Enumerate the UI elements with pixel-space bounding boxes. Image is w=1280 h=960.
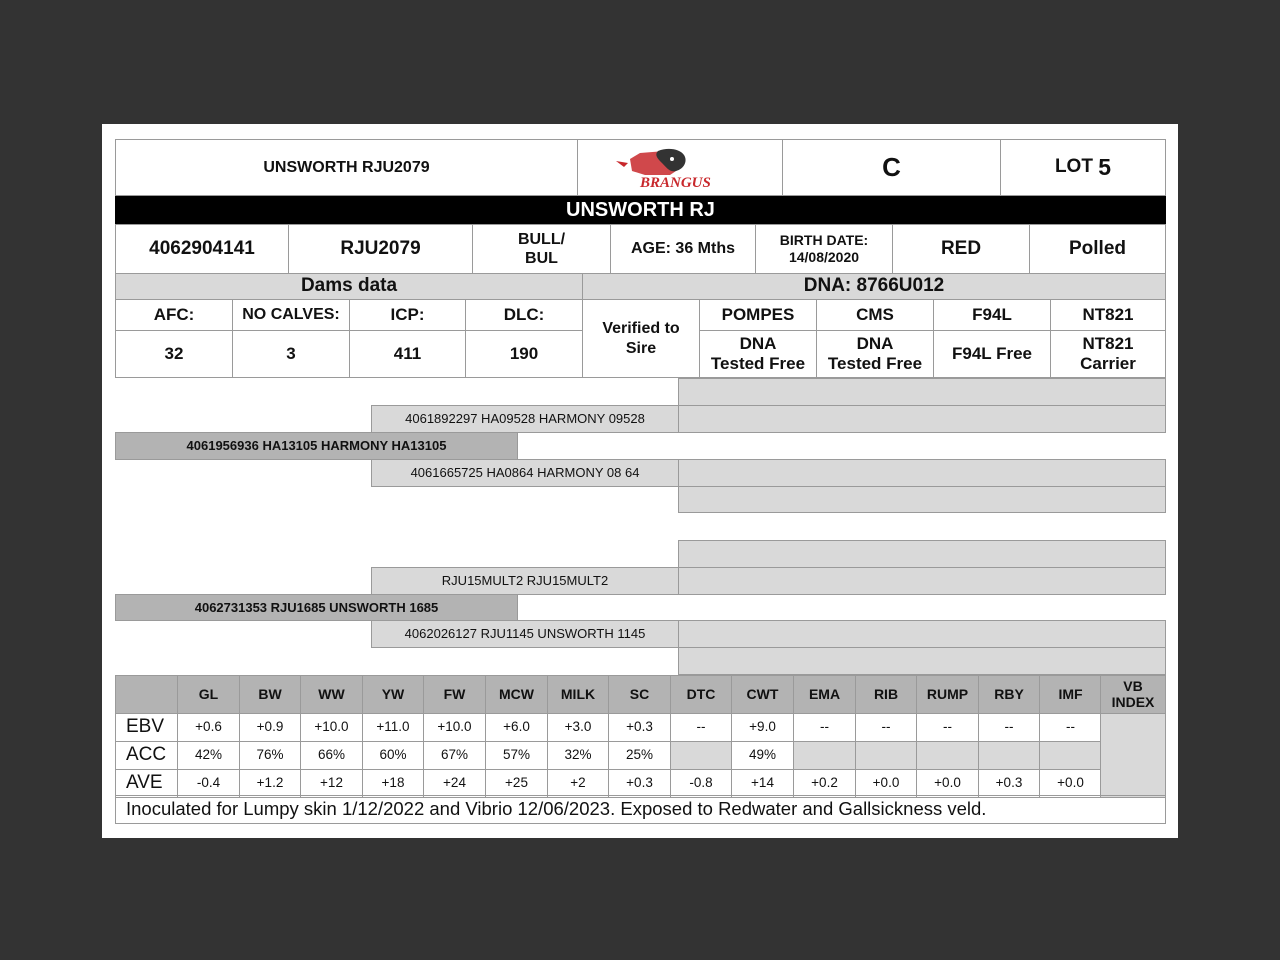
result-line1: F94L Free xyxy=(951,343,1032,363)
dna-test-f94l-result xyxy=(933,330,1051,378)
ebv-ebv-bw: +0.9 xyxy=(239,713,301,742)
animal-horn: Polled xyxy=(1029,224,1166,274)
pedigree-blank-box xyxy=(678,459,1166,487)
ebv-ave-mcw: +25 xyxy=(485,769,548,798)
lot-label: LOT xyxy=(1054,156,1093,178)
ebv-acc-bw: 76% xyxy=(239,741,301,770)
ebv-ave-rump: +0.0 xyxy=(916,769,979,798)
vb-line2: INDEX xyxy=(1111,693,1155,710)
ebv-ebv-fw: +10.0 xyxy=(423,713,486,742)
ebv-ebv-cwt: +9.0 xyxy=(731,713,794,742)
ebv-ebv-rump: -- xyxy=(916,713,979,742)
dams-value-dlc: 190 xyxy=(465,330,583,378)
ebv-ave-imf: +0.0 xyxy=(1039,769,1102,798)
ebv-ave-fw: +24 xyxy=(423,769,486,798)
ebv-ebv-rby: -- xyxy=(978,713,1040,742)
pedigree-sire-dam: 4061665725 HA0864 HARMONY 08 64 xyxy=(371,459,679,487)
ebv-ave-sc: +0.3 xyxy=(608,769,671,798)
ebv-header-rib: RIB xyxy=(855,675,917,714)
ebv-header-mcw: MCW xyxy=(485,675,548,714)
ebv-ebv-ww: +10.0 xyxy=(300,713,363,742)
dna-test-pompes-result xyxy=(699,330,817,378)
ebv-ave-milk: +2 xyxy=(547,769,609,798)
ebv-ave-dtc: -0.8 xyxy=(670,769,732,798)
ebv-ebv-rib: -- xyxy=(855,713,917,742)
logo-text: BRANGUS xyxy=(640,174,711,191)
dams-value-icp: 411 xyxy=(349,330,466,378)
pedigree-sire-sire: 4061892297 HA09528 HARMONY 09528 xyxy=(371,405,679,433)
ebv-header-fw: FW xyxy=(423,675,486,714)
animal-age: AGE: 36 Mths xyxy=(610,224,756,274)
result-line1: NT821 xyxy=(1082,333,1134,353)
ebv-ave-yw: +18 xyxy=(362,769,424,798)
ebv-header-rump: RUMP xyxy=(916,675,979,714)
pedigree-blank-box xyxy=(678,405,1166,433)
ebv-header-bw: BW xyxy=(239,675,301,714)
dams-value-afc: 32 xyxy=(115,330,233,378)
ebv-acc-gl: 42% xyxy=(177,741,240,770)
pedigree-blank-box xyxy=(678,567,1166,595)
ebv-row-label-ebv: EBV xyxy=(115,713,178,742)
ebv-ebv-yw: +11.0 xyxy=(362,713,424,742)
verified-to-sire xyxy=(582,299,700,378)
ebv-acc-milk: 32% xyxy=(547,741,609,770)
ebv-ebv-mcw: +6.0 xyxy=(485,713,548,742)
ebv-acc-cwt: 49% xyxy=(731,741,794,770)
dna-test-f94l-name: F94L xyxy=(933,299,1051,331)
pedigree-blank-box xyxy=(678,647,1166,675)
dams-header-dlc: DLC: xyxy=(465,299,583,331)
ebv-ave-ema: +0.2 xyxy=(793,769,856,798)
pedigree-blank-box xyxy=(678,540,1166,568)
birth-date-cell xyxy=(755,224,893,274)
ebv-ebv-gl: +0.6 xyxy=(177,713,240,742)
animal-colour: RED xyxy=(892,224,1030,274)
result-line1: DNA xyxy=(739,333,777,353)
dams-value-calves: 3 xyxy=(232,330,350,378)
ebv-ebv-milk: +3.0 xyxy=(547,713,609,742)
pedigree-dam-sire: RJU15MULT2 RJU15MULT2 xyxy=(371,567,679,595)
lot-cell xyxy=(1000,139,1166,196)
dams-header-afc: AFC: xyxy=(115,299,233,331)
dna-test-nt821-name: NT821 xyxy=(1050,299,1166,331)
brangus-logo xyxy=(577,139,783,196)
ebv-acc-rump xyxy=(916,741,979,770)
result-line2: Tested Free xyxy=(827,354,923,373)
ebv-acc-ww: 66% xyxy=(300,741,363,770)
verified-line2: Sire xyxy=(625,339,657,357)
ebv-ave-rib: +0.0 xyxy=(855,769,917,798)
sex-line1: BULL/ xyxy=(517,230,566,248)
ebv-acc-fw: 67% xyxy=(423,741,486,770)
ebv-header-milk: MILK xyxy=(547,675,609,714)
ebv-header-cwt: CWT xyxy=(731,675,794,714)
ebv-header-corner xyxy=(115,675,178,714)
ebv-ave-bw: +1.2 xyxy=(239,769,301,798)
pedigree-blank-box xyxy=(678,620,1166,648)
ebv-ave-gl: -0.4 xyxy=(177,769,240,798)
ebv-ave-ww: +12 xyxy=(300,769,363,798)
ebv-acc-imf xyxy=(1039,741,1102,770)
lot-number: 5 xyxy=(1098,153,1112,180)
ebv-row-label-ave: AVE xyxy=(115,769,178,798)
verified-line1: Verified to xyxy=(602,320,680,338)
animal-id: 4062904141 xyxy=(115,224,289,274)
pedigree-dam-dam: 4062026127 RJU1145 UNSWORTH 1145 xyxy=(371,620,679,648)
vb-line1: VB xyxy=(1123,678,1143,695)
bull-logo-icon xyxy=(610,145,750,191)
dams-header-icp: ICP: xyxy=(349,299,466,331)
ebv-ave-rby: +0.3 xyxy=(978,769,1040,798)
ebv-header-dtc: DTC xyxy=(670,675,732,714)
ebv-acc-mcw: 57% xyxy=(485,741,548,770)
pedigree-sire: 4061956936 HA13105 HARMONY HA13105 xyxy=(115,432,518,460)
ebv-header-yw: YW xyxy=(362,675,424,714)
ebv-ebv-dtc: -- xyxy=(670,713,732,742)
ebv-ave-cwt: +14 xyxy=(731,769,794,798)
dna-test-cms-name: CMS xyxy=(816,299,934,331)
ebv-ebv-imf: -- xyxy=(1039,713,1102,742)
ebv-acc-sc: 25% xyxy=(608,741,671,770)
ebv-ebv-sc: +0.3 xyxy=(608,713,671,742)
dna-title: DNA: 8766U012 xyxy=(582,273,1166,300)
dams-header-calves: NO CALVES: xyxy=(232,299,350,331)
result-line2: Carrier xyxy=(1080,354,1136,373)
ebv-acc-dtc xyxy=(670,741,732,770)
animal-sex xyxy=(472,224,611,274)
sex-line2: BUL xyxy=(525,250,558,267)
animal-name: UNSWORTH RJU2079 xyxy=(115,139,578,196)
ebv-header-sc: SC xyxy=(608,675,671,714)
dams-data-title: Dams data xyxy=(115,273,583,300)
grade: C xyxy=(782,139,1001,196)
ebv-acc-ema xyxy=(793,741,856,770)
ebv-header-imf: IMF xyxy=(1039,675,1102,714)
catalogue-card xyxy=(102,124,1178,838)
breeder-bar: UNSWORTH RJ xyxy=(115,196,1166,224)
ebv-row-label-acc: ACC xyxy=(115,741,178,770)
result-line2: Tested Free xyxy=(710,354,806,373)
birth-date: 14/08/2020 xyxy=(788,249,860,265)
ebv-acc-yw: 60% xyxy=(362,741,424,770)
pedigree-blank-box xyxy=(678,486,1166,513)
health-note: Inoculated for Lumpy skin 1/12/2022 and Vibrio 12/06/2023. Exposed to Redwater and Gallsickness veld. xyxy=(115,795,1166,824)
ebv-header-vb-index xyxy=(1100,675,1166,714)
ebv-header-ema: EMA xyxy=(793,675,856,714)
pedigree-dam: 4062731353 RJU1685 UNSWORTH 1685 xyxy=(115,594,518,621)
ebv-acc-rib xyxy=(855,741,917,770)
birth-label: BIRTH DATE: xyxy=(779,232,869,249)
ebv-header-ww: WW xyxy=(300,675,363,714)
ebv-vb-index-value xyxy=(1100,713,1166,798)
dna-test-cms-result xyxy=(816,330,934,378)
ebv-ebv-ema: -- xyxy=(793,713,856,742)
dna-test-nt821-result xyxy=(1050,330,1166,378)
ebv-header-rby: RBY xyxy=(978,675,1040,714)
ebv-acc-rby xyxy=(978,741,1040,770)
dna-test-pompes-name: POMPES xyxy=(699,299,817,331)
pedigree-blank-box xyxy=(678,378,1166,406)
animal-code: RJU2079 xyxy=(288,224,473,274)
result-line1: DNA xyxy=(856,333,894,353)
ebv-header-gl: GL xyxy=(177,675,240,714)
